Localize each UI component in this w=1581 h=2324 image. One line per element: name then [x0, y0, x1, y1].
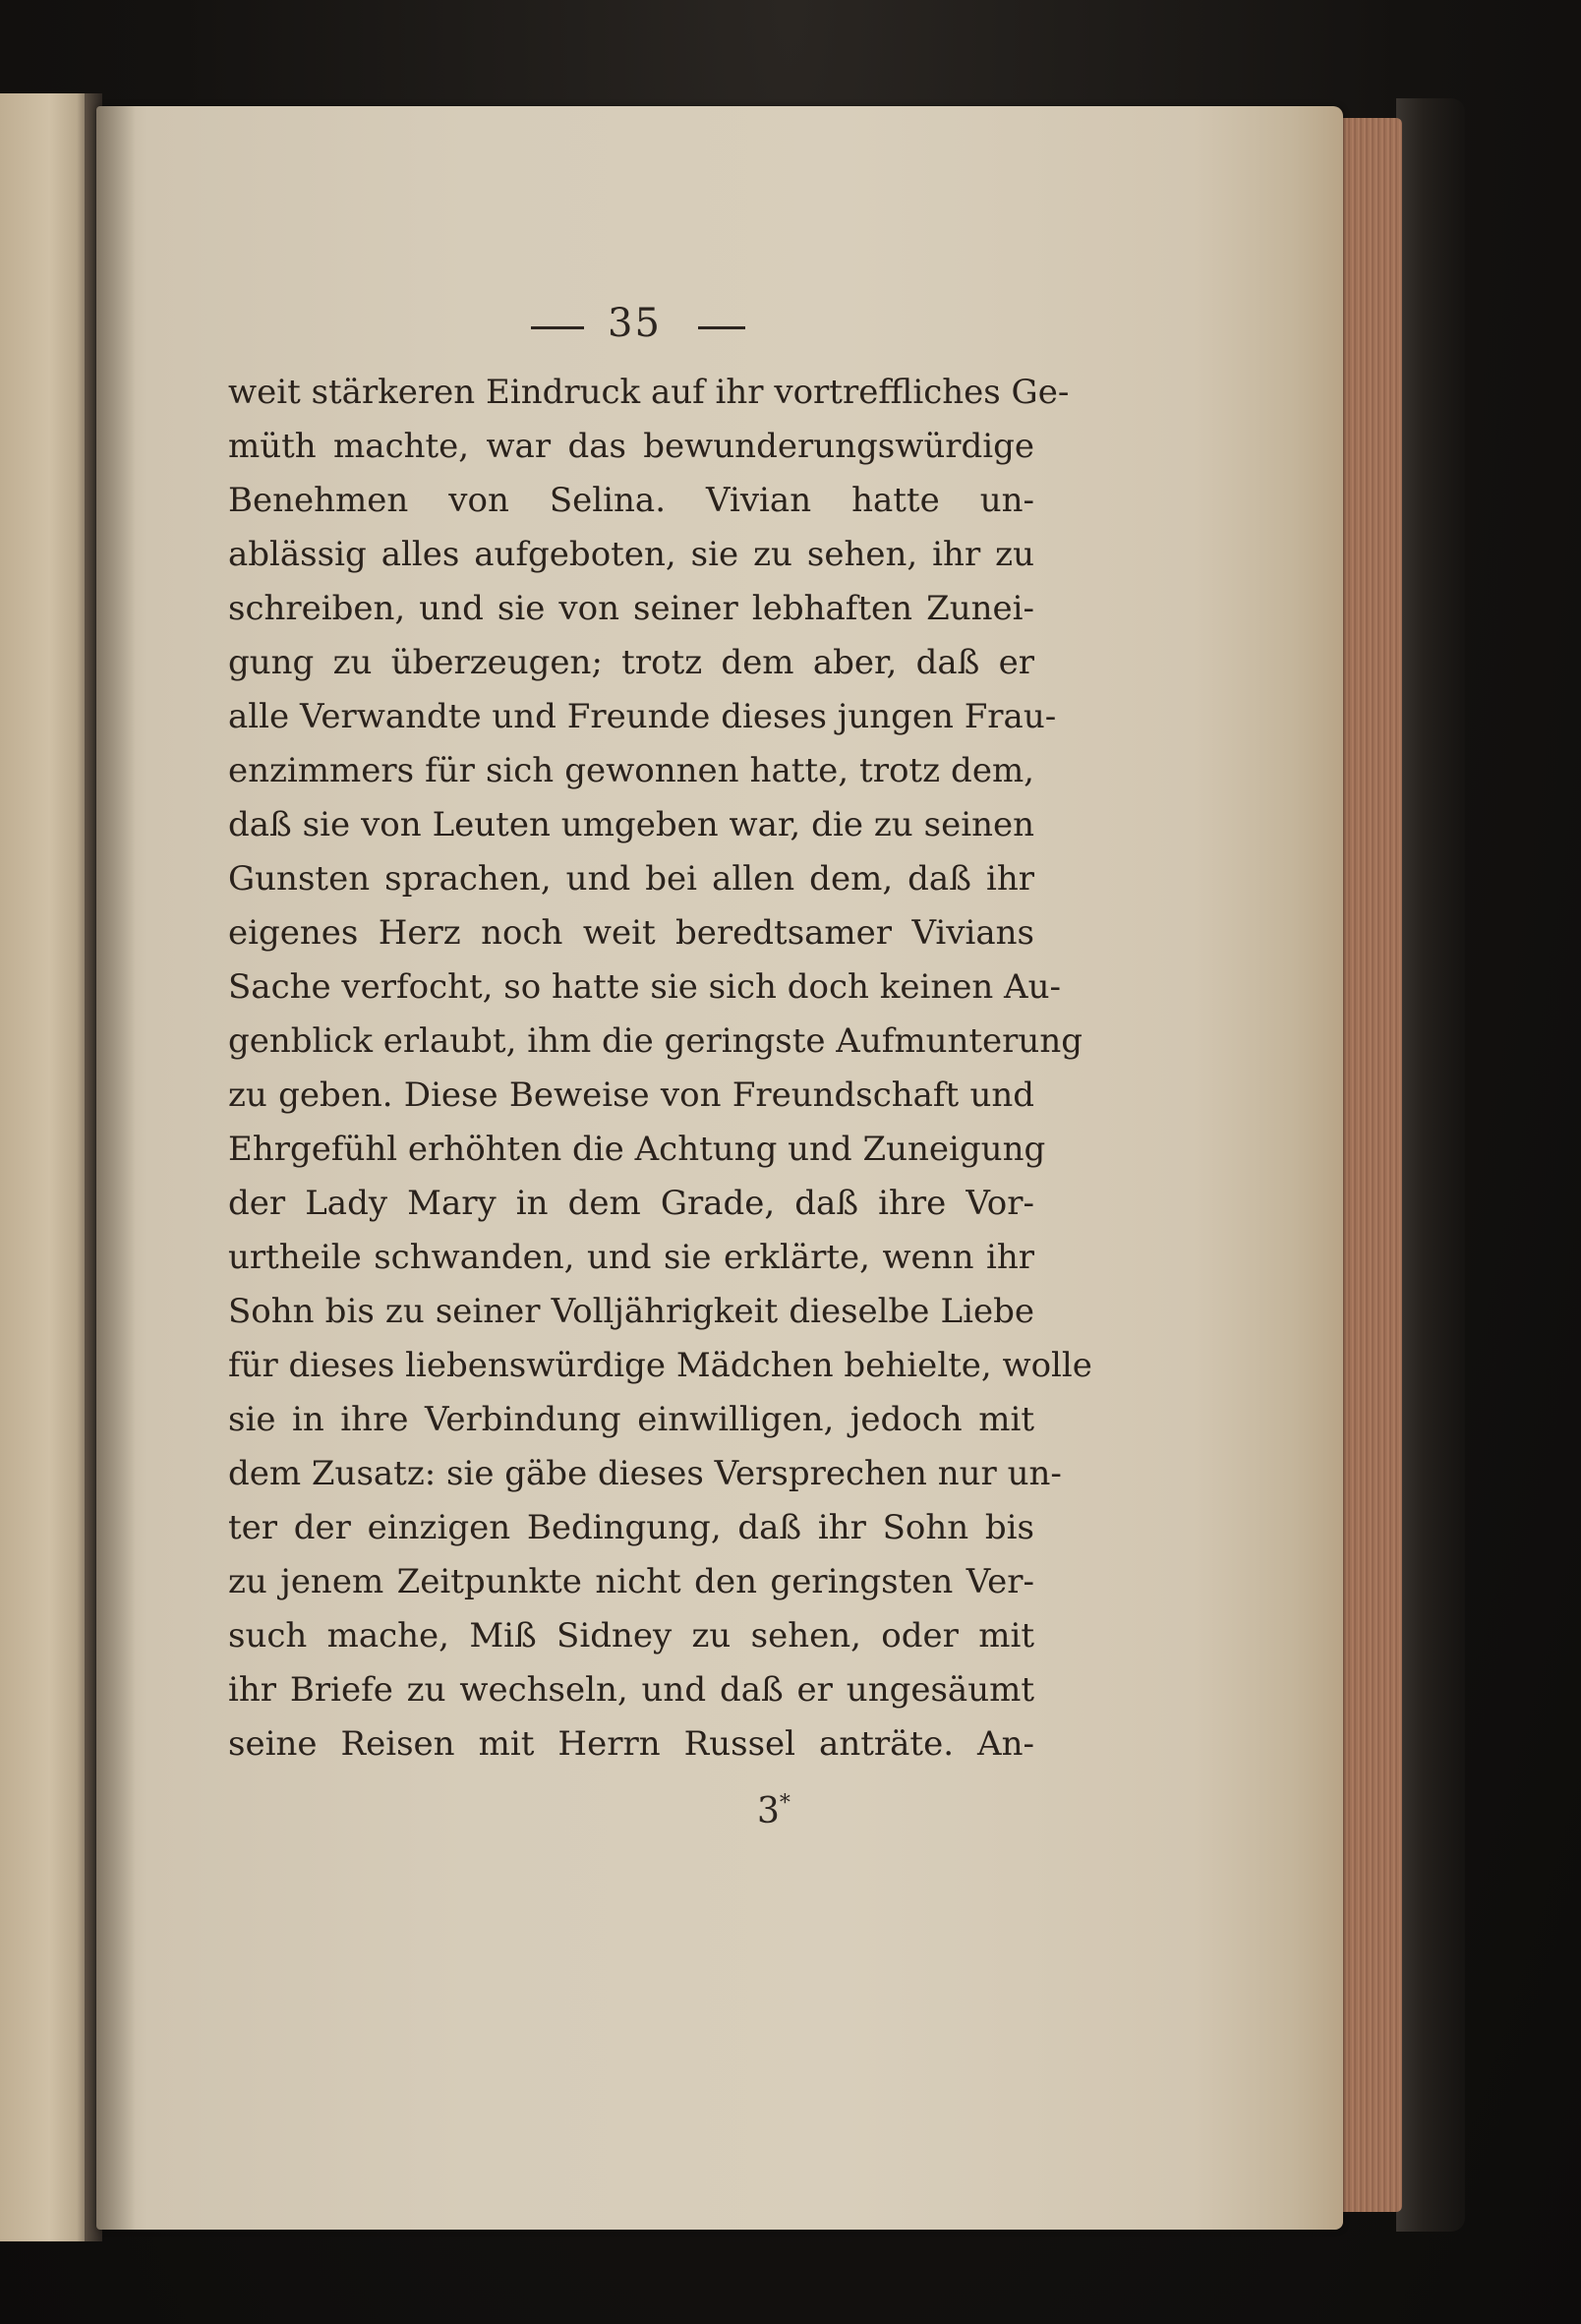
text-line: Benehmen von Selina. Vivian hatte un- [228, 481, 1034, 520]
page-gutter-shadow [96, 106, 136, 2230]
text-line: Sache verfocht, so hatte sie sich doch keinen Au- [228, 967, 1061, 1007]
text-line: zu geben. Diese Beweise von Freundschaft und [228, 1075, 1034, 1115]
text-line: seine Reisen mit Herrn Russel anträte. An- [228, 1724, 1034, 1764]
text-line: ihr Briefe zu wechseln, und daß er ungesäumt [228, 1670, 1034, 1710]
text-line: such mache, Miß Sidney zu sehen, oder mit [228, 1616, 1034, 1656]
page-number: 35 [608, 301, 662, 346]
body-text [228, 366, 1092, 1772]
text-line: der Lady Mary in dem Grade, daß ihre Vor- [228, 1184, 1034, 1223]
text-line: weit stärkeren Eindruck auf ihr vortreffliches Ge- [228, 373, 1070, 412]
text-line: Gunsten sprachen, und bei allen dem, daß ihr [228, 859, 1034, 899]
text-line: ter der einzigen Bedingung, daß ihr Sohn bis [228, 1508, 1034, 1547]
text-line: gung zu überzeugen; trotz dem aber, daß er [228, 643, 1034, 682]
text-line: Ehrgefühl erhöhten die Achtung und Zuneigung [228, 1130, 1046, 1169]
text-line: ablässig alles aufgeboten, sie zu sehen, ihr zu [228, 535, 1034, 574]
header-dash-right [698, 326, 745, 329]
left-page [0, 93, 90, 2241]
text-line: dem Zusatz: sie gäbe dieses Versprechen nur un- [228, 1454, 1062, 1493]
book-cover-edge [1396, 98, 1465, 2232]
text-line: daß sie von Leuten umgeben war, die zu seinen [228, 805, 1034, 844]
text-line: zu jenem Zeitpunkte nicht den geringsten Ver- [228, 1562, 1034, 1601]
text-line: eigenes Herz noch weit beredtsamer Vivians [228, 913, 1034, 953]
signature-mark [757, 1791, 790, 1831]
page-fore-edge [1339, 118, 1402, 2212]
text-line: Sohn bis zu seiner Volljährigkeit dieselbe Liebe [228, 1292, 1034, 1331]
text-line: schreiben, und sie von seiner lebhaften Zunei- [228, 589, 1034, 628]
running-header [531, 295, 767, 364]
text-line: müth machte, war das bewunderungswürdige [228, 427, 1034, 466]
text-line: urtheile schwanden, und sie erklärte, wenn ihr [228, 1238, 1034, 1277]
text-line: sie in ihre Verbindung einwilligen, jedoch mit [228, 1400, 1034, 1439]
text-line: enzimmers für sich gewonnen hatte, trotz dem, [228, 751, 1034, 790]
signature-star: * [779, 1791, 790, 1816]
text-line: für dieses liebenswürdige Mädchen behielte, wolle [228, 1346, 1092, 1385]
text-line: alle Verwandte und Freunde dieses jungen Frau- [228, 697, 1057, 736]
text-line: genblick erlaubt, ihm die geringste Aufmunterung [228, 1021, 1083, 1061]
signature-number: 3 [757, 1791, 780, 1831]
header-dash-left [531, 326, 584, 329]
